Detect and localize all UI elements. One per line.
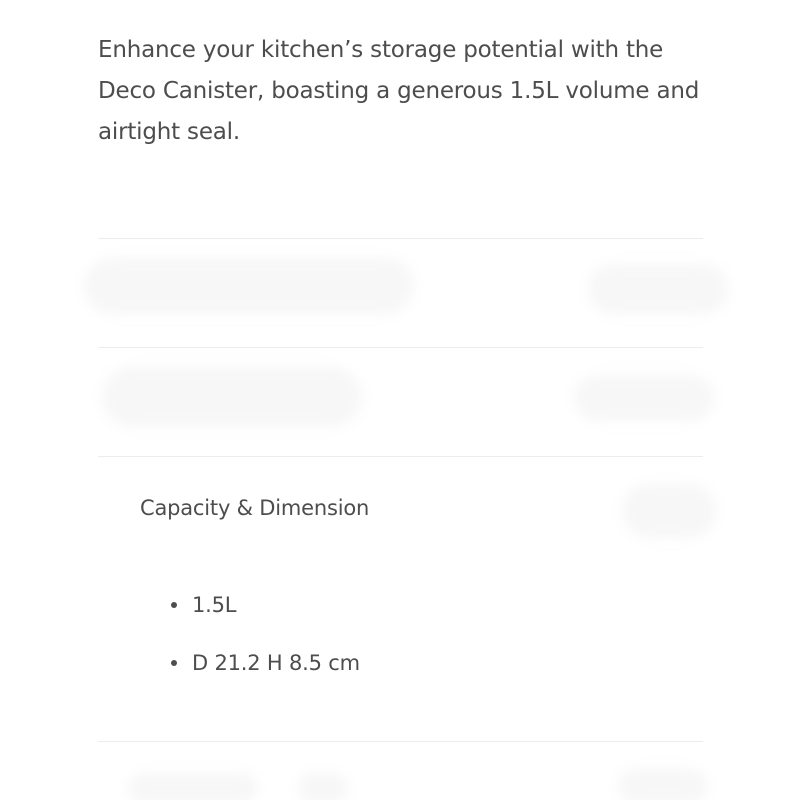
faded-label — [102, 367, 362, 427]
spec-item-capacity — [168, 586, 360, 644]
faded-toggle-icon — [574, 375, 714, 421]
faded-label — [84, 258, 414, 314]
spec-item-dimension — [168, 644, 360, 702]
bullet-icon — [171, 660, 177, 666]
bullet-icon — [171, 602, 177, 608]
accordion-header-collapsed[interactable] — [98, 240, 703, 330]
faded-toggle-icon — [618, 769, 708, 800]
product-description: Enhance your kitchen’s storage potential with the Deco Canister, boasting a generous 1.5L volume and airtight seal. — [98, 37, 700, 145]
spec-capacity-text: 1.5L — [192, 593, 237, 617]
accordion-header-collapsed[interactable] — [98, 349, 703, 439]
divider — [98, 456, 703, 457]
divider — [98, 347, 703, 348]
accordion-header-collapsed[interactable] — [98, 743, 703, 800]
divider — [98, 238, 703, 239]
capacity-spec-list — [168, 586, 360, 702]
capacity-dimension-title: Capacity & Dimension — [140, 496, 370, 520]
faded-label — [298, 773, 348, 800]
faded-label — [128, 773, 258, 800]
faded-toggle-icon — [588, 264, 728, 314]
faded-collapse-icon[interactable] — [622, 484, 716, 538]
spec-dimension-text: D 21.2 H 8.5 cm — [192, 651, 360, 675]
divider — [98, 741, 703, 742]
